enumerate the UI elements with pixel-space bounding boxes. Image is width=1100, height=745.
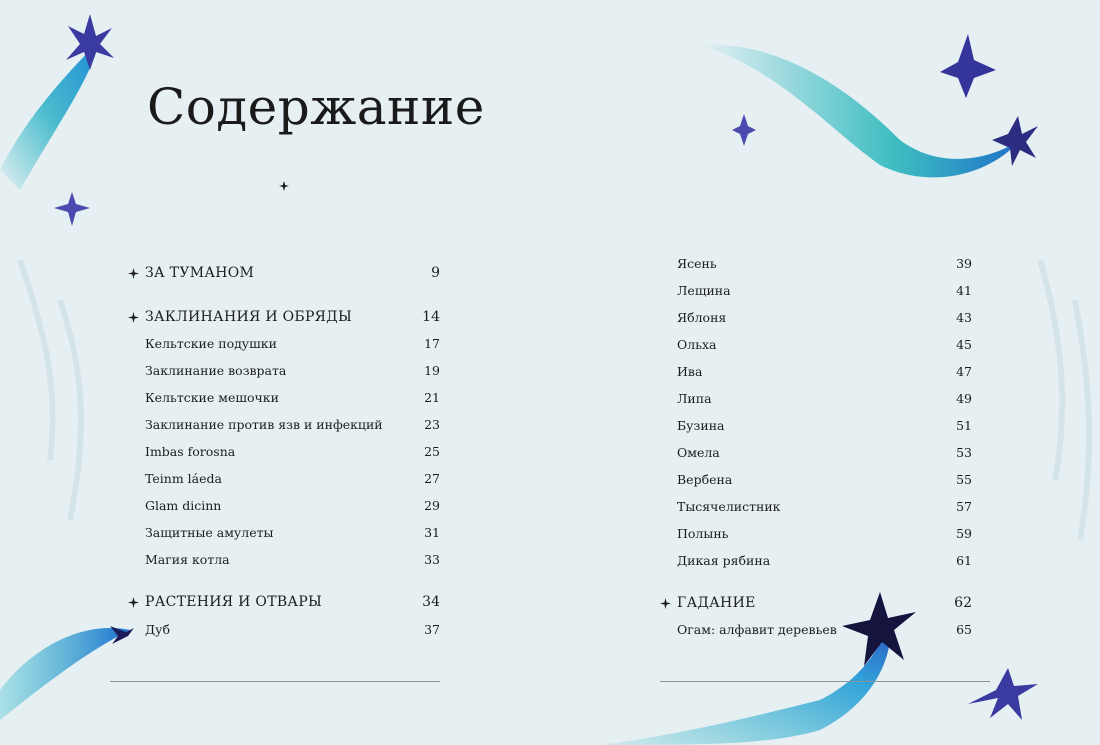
- star-icon: [66, 14, 114, 70]
- toc-entry-label: Огам: алфавит деревьев: [677, 622, 837, 637]
- toc-entry: [660, 470, 972, 490]
- crescent-star-icon: [271, 178, 297, 194]
- toc-entry-label: Дуб: [145, 622, 171, 637]
- toc-entry-label: Teinm láeda: [145, 471, 222, 486]
- toc-entry: [128, 496, 440, 516]
- toc-entry-label: Ясень: [677, 256, 717, 271]
- toc-entry-label: Тысячелистник: [677, 499, 781, 514]
- toc-entry-label: Заклинание возврата: [145, 363, 287, 378]
- toc-page-number: 57: [956, 499, 972, 514]
- toc-page-number: 37: [424, 622, 440, 637]
- toc-entry: [660, 497, 972, 517]
- toc-entry-label: Вербена: [677, 472, 733, 487]
- toc-entry-label: Заклинание против язв и инфекций: [145, 417, 383, 432]
- sparkle-icon: [128, 268, 139, 279]
- toc-entry-label: Дикая рябина: [677, 553, 771, 568]
- toc-page-number: 19: [424, 363, 440, 378]
- toc-entry: [660, 620, 972, 640]
- toc-page-number: 59: [956, 526, 972, 541]
- page-title: Содержание: [147, 78, 485, 136]
- toc-page-number: 61: [956, 553, 972, 568]
- toc-section-entry: [128, 307, 440, 327]
- star-icon: [940, 34, 996, 98]
- toc-entry-label: Липа: [677, 391, 712, 406]
- toc-page-number: 21: [424, 390, 440, 405]
- toc-entry-label: Полынь: [677, 526, 729, 541]
- toc-page-number: 34: [422, 594, 440, 610]
- toc-page-number: 23: [424, 417, 440, 432]
- toc-entry: [128, 550, 440, 570]
- toc-entry-label: РАСТЕНИЯ И ОТВАРЫ: [145, 594, 323, 610]
- toc-page-number: 47: [956, 364, 972, 379]
- toc-page-number: 29: [424, 498, 440, 513]
- toc-page-number: 33: [424, 552, 440, 567]
- toc-page-number: 53: [956, 445, 972, 460]
- toc-page-number: 9: [431, 265, 440, 281]
- toc-entry: [128, 361, 440, 381]
- toc-entry-label: Бузина: [677, 418, 725, 433]
- toc-entry-label: ЗА ТУМАНОМ: [145, 265, 255, 281]
- toc-page-number: 41: [956, 283, 972, 298]
- toc-entry: [128, 620, 440, 640]
- toc-page-number: 39: [956, 256, 972, 271]
- toc-entry: [660, 335, 972, 355]
- toc-entry: [128, 388, 440, 408]
- star-icon: [968, 668, 1038, 720]
- toc-entry: [660, 524, 972, 544]
- toc-page-number: 43: [956, 310, 972, 325]
- toc-entry: [660, 551, 972, 571]
- toc-entry: [128, 334, 440, 354]
- toc-page-number: 14: [422, 309, 440, 325]
- toc-page-number: 65: [956, 622, 972, 637]
- toc-entry: [128, 469, 440, 489]
- toc-entry-label: Кельтские подушки: [145, 336, 277, 351]
- toc-entry-label: Лещина: [677, 283, 731, 298]
- toc-entry: [660, 362, 972, 382]
- toc-entry: [128, 442, 440, 462]
- comet-top-left: [0, 40, 100, 190]
- sparkle-icon: [128, 312, 139, 323]
- toc-entry-label: Glam dicinn: [145, 498, 222, 513]
- toc-section-entry: [660, 593, 972, 613]
- toc-entry: [660, 281, 972, 301]
- toc-entry: [660, 308, 972, 328]
- toc-entry-label: ГАДАНИЕ: [677, 595, 756, 611]
- toc-entry-label: Защитные амулеты: [145, 525, 274, 540]
- toc-entry-label: Магия котла: [145, 552, 230, 567]
- toc-entry: [660, 254, 972, 274]
- toc-entry-label: Кельтские мешочки: [145, 390, 279, 405]
- toc-page-number: 17: [424, 336, 440, 351]
- star-icon: [992, 116, 1038, 166]
- toc-entry-label: ЗАКЛИНАНИЯ И ОБРЯДЫ: [145, 309, 353, 325]
- toc-entry-label: Ольха: [677, 337, 717, 352]
- toc-page-number: 55: [956, 472, 972, 487]
- toc-entry: [660, 416, 972, 436]
- divider-left: [110, 681, 440, 682]
- toc-section-entry: [128, 592, 440, 612]
- toc-page-number: 31: [424, 525, 440, 540]
- divider-right: [660, 681, 990, 682]
- star-icon: [732, 114, 756, 146]
- toc-page-number: 45: [956, 337, 972, 352]
- toc-entry: [128, 415, 440, 435]
- sparkle-icon: [128, 597, 139, 608]
- toc-page-number: 51: [956, 418, 972, 433]
- toc-page-number: 25: [424, 444, 440, 459]
- toc-entry-label: Яблоня: [677, 310, 727, 325]
- toc-entry: [660, 443, 972, 463]
- toc-page-number: 27: [424, 471, 440, 486]
- toc-entry: [128, 523, 440, 543]
- toc-entry-label: Омела: [677, 445, 720, 460]
- toc-page-number: 49: [956, 391, 972, 406]
- comet-bottom-left: [0, 628, 130, 720]
- toc-page-number: 62: [954, 595, 972, 611]
- toc-section-entry: [128, 263, 440, 283]
- toc-entry: [660, 389, 972, 409]
- toc-entry-label: Imbas forosna: [145, 444, 236, 459]
- sparkle-icon: [660, 598, 671, 609]
- toc-entry-label: Ива: [677, 364, 703, 379]
- star-icon: [54, 192, 90, 226]
